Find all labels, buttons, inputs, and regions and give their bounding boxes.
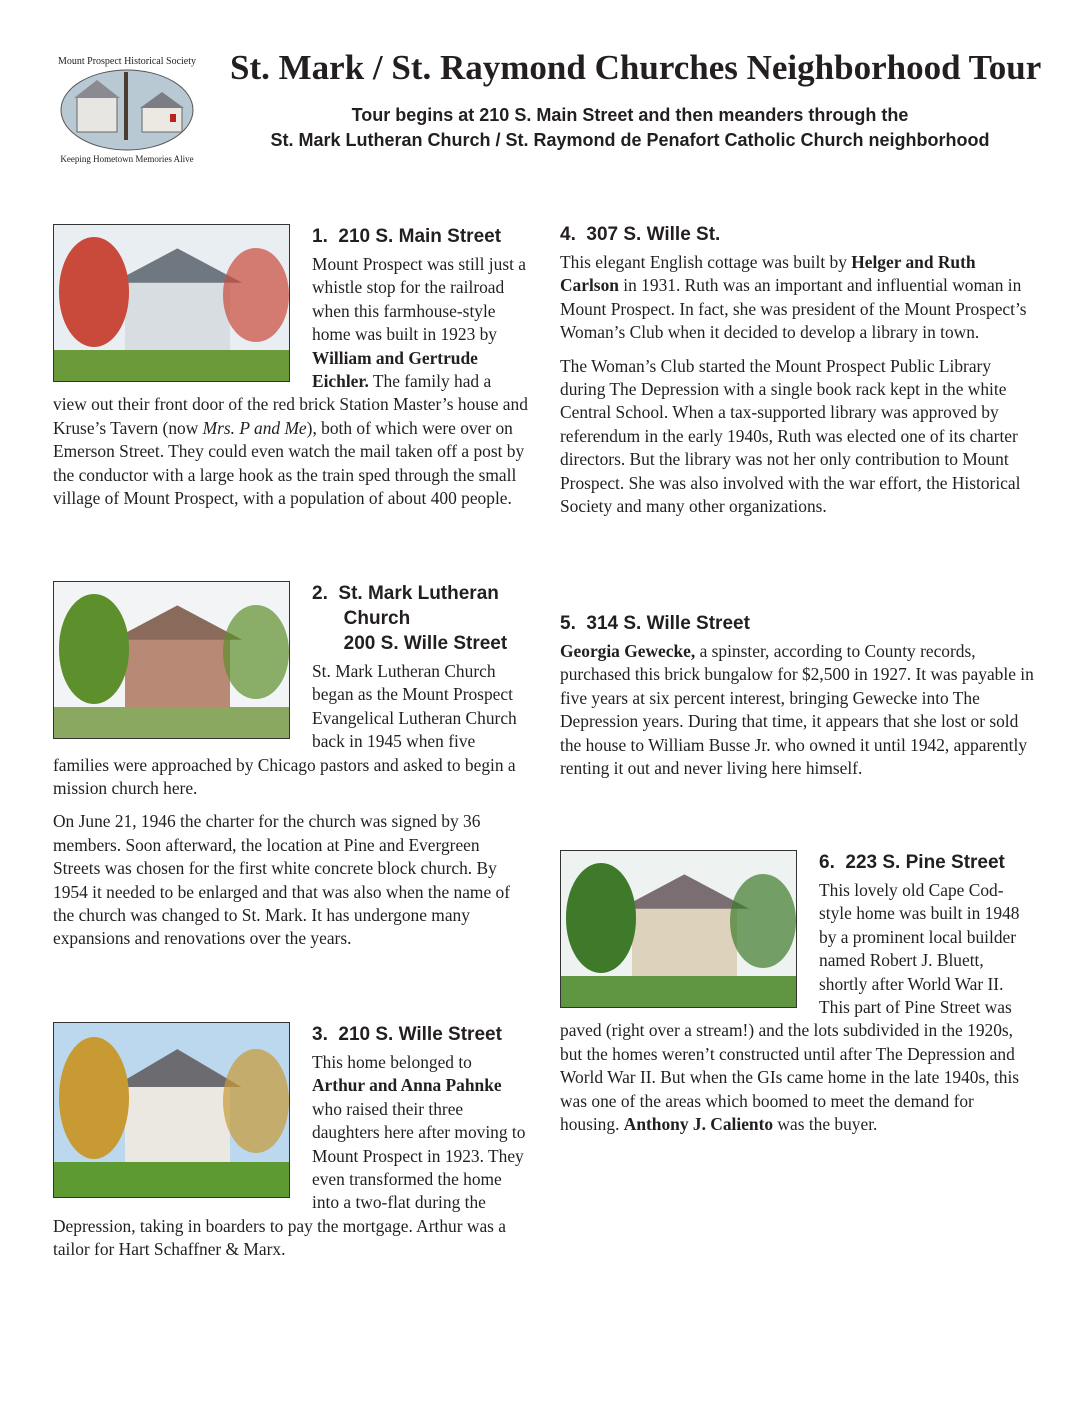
text-segment: a spinster, according to County records, purchased this brick bungalow for $2,500 in 1927. It was payable in five years at six percent interest, bringing Gewecke into The Depression years. During that time, it appears that she lost or sold the house to William Busse Jr. who owned it until 1942, apparently renting it out and never living here himself. (560, 641, 1034, 779)
heading-line: 2. St. Mark Lutheran (312, 583, 499, 604)
heading-line: 3. 210 S. Wille Street (312, 1024, 502, 1045)
stop-paragraph (53, 810, 529, 950)
text-segment: St. Mark Lutheran Church began as the Mount Prospect Evangelical Lutheran Church back in 1945 when five families were approached by Chicago pastors and asked to begin a mission church here. (53, 661, 517, 799)
heading-line: 5. 314 S. Wille Street (560, 613, 750, 634)
text-segment: who raised their three daughters here after moving to Mount Prospect in 1923. They even transformed the home into a two-flat during the Depression, taking in boarders to pay the mortgage. Arthur was a tailor for Hart Schaffner & Marx. (53, 1098, 526, 1260)
text-segment: The family had a view out their front door of the red brick Station Master’s house and Kruse’s Tavern (now (53, 371, 528, 438)
heading-line: 4. 307 S. Wille St. (560, 224, 721, 245)
bold-name: William and Gertrude Eichler. (312, 347, 478, 392)
tour-stop-5 (560, 611, 1036, 790)
svg-text:Mount Prospect Historical Soci: Mount Prospect Historical Society (57, 56, 197, 67)
svg-text:Keeping Hometown Memories Aliv: Keeping Hometown Memories Alive (60, 154, 194, 164)
tour-stop-4 (560, 222, 1036, 528)
text-segment: ), both of which were over on Emerson Street. They could even watch the mail taken off a post by the conductor with a large hook as the train sped through the small village of Mount Prospect, with a population of about 400 people. (53, 417, 525, 509)
stop-paragraph (560, 640, 1036, 780)
heading-line: 1. 210 S. Main Street (312, 226, 502, 247)
stop-paragraph (560, 251, 1036, 345)
historical-society-logo (52, 52, 202, 167)
stop-paragraph (560, 355, 1036, 519)
heading-line: 6. 223 S. Pine Street (819, 852, 1005, 873)
heading-line: 200 S. Wille Street (312, 633, 508, 654)
text-segment: Mount Prospect was still just a whistle stop for the railroad when this farmhouse-style home was built in 1923 by (312, 254, 526, 345)
text-segment: This elegant English cottage was built by (560, 252, 852, 272)
text-segment: in 1931. Ruth was an important and influential woman in Mount Prospect. In fact, she was president of the Mount Prospect’s Woman’s Club when it decided to develop a library in town. (560, 275, 1027, 343)
house-photo (53, 581, 290, 739)
heading-line: Church (312, 608, 411, 629)
house-photo (53, 1022, 290, 1198)
bold-name: Georgia Gewecke, (560, 641, 696, 661)
tour-stop-6 (560, 850, 1036, 1146)
tour-stop-3 (53, 1022, 529, 1272)
bold-name: Arthur and Anna Pahnke (312, 1075, 502, 1096)
stop-heading (560, 222, 1036, 247)
house-photo (53, 224, 290, 382)
text-segment: This lovely old Cape Cod-style home was built in 1948 by a prominent local builder named Robert J. Bluett, shortly after World War II. This part of Pine Street was paved (right over a stream!) and the lots subdivided in the 1920s, but the homes weren’t constructed until after The Depression and World War II. But when the GIs came home in the late 1940s, this was one of the areas which boomed to meet the demand for housing. (560, 880, 1020, 1135)
bold-name: Anthony J. Caliento (623, 1114, 774, 1135)
house-photo (560, 850, 797, 1008)
text-segment: On June 21, 1946 the charter for the church was signed by 36 members. Soon afterward, the location at Pine and Evergreen Streets was chosen for the first white concrete block church. By 1954 it needed to be enlarged and that was also when the name of the church was changed to St. Mark. It has undergone many expansions and renovations over the years. (53, 811, 511, 949)
stop-heading (560, 611, 1036, 636)
tour-stop-2 (53, 581, 529, 961)
tour-stop-1 (53, 224, 529, 520)
subtitle-line-2: St. Mark Lutheran Church / St. Raymond de Penafort Catholic Church neighborhood (270, 130, 990, 150)
text-segment: This home belonged to (312, 1052, 472, 1072)
bold-name: Helger and Ruth Carlson (560, 252, 976, 296)
text-segment: Mrs. P and Me (202, 417, 307, 438)
subtitle-line-1: Tour begins at 210 S. Main Street and then meanders through the (351, 105, 909, 125)
text-segment: was the buyer. (773, 1114, 878, 1135)
page-title: St. Mark / St. Raymond Churches Neighborhood Tour (230, 48, 1042, 87)
text-segment: The Woman’s Club started the Mount Prospect Public Library during The Depression with a single book rack kept in the white Central School. When a tax-supported library was approved by referendum in the early 1940s, Ruth was elected one of its charter directors. But the library was not her only contribution to Mount Prospect. She was also involved with the war effort, the Historical Society and many other organizations. (560, 355, 1021, 517)
